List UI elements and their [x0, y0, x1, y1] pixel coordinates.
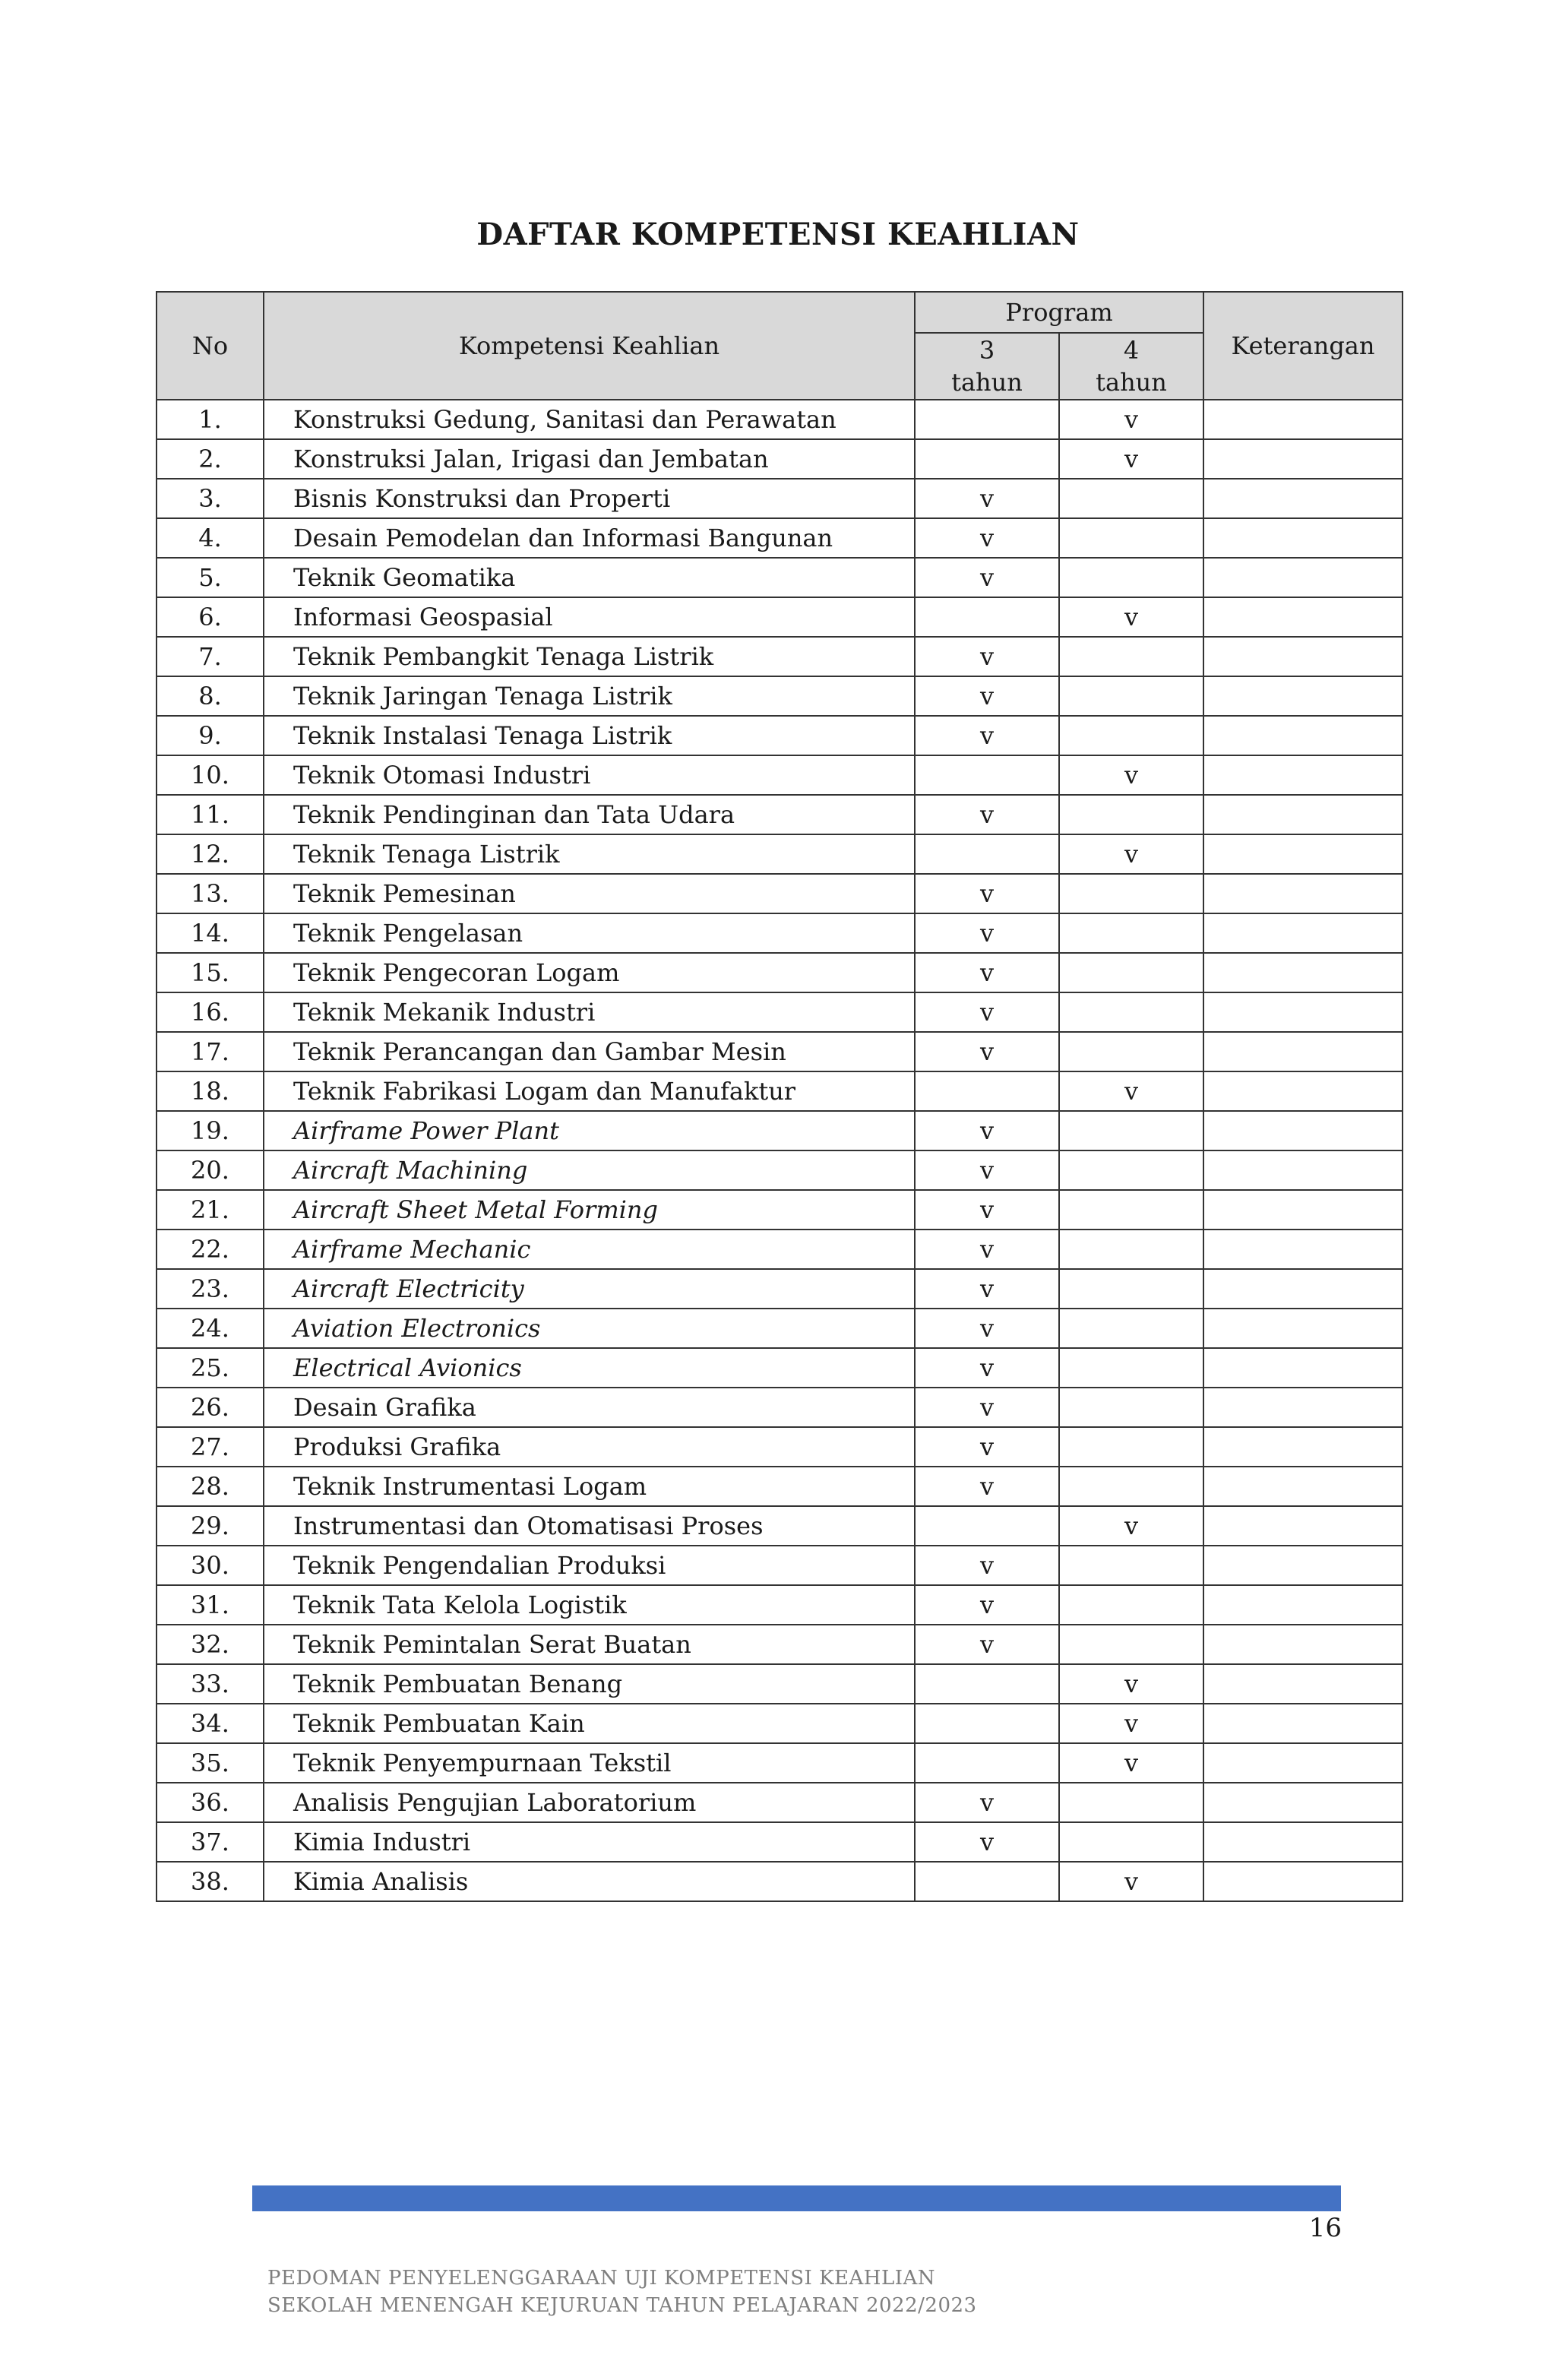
row-competency-name: Kimia Analisis — [264, 1862, 915, 1901]
row-keterangan — [1203, 479, 1403, 518]
row-number: 32. — [157, 1625, 264, 1664]
row-program-4-mark — [1059, 1625, 1203, 1664]
row-program-4-mark — [1059, 558, 1203, 597]
row-keterangan — [1203, 1348, 1403, 1388]
row-program-4-mark — [1059, 1190, 1203, 1230]
row-program-3-mark — [915, 439, 1059, 479]
row-keterangan — [1203, 1467, 1403, 1506]
row-number: 2. — [157, 439, 264, 479]
row-program-4-mark: v — [1059, 1704, 1203, 1743]
row-program-4-mark — [1059, 1546, 1203, 1585]
row-program-4-mark — [1059, 1388, 1203, 1427]
row-number: 29. — [157, 1506, 264, 1546]
row-number: 28. — [157, 1467, 264, 1506]
table-row — [157, 400, 1403, 439]
row-program-4-mark: v — [1059, 834, 1203, 874]
row-competency-name: Desain Grafika — [264, 1388, 915, 1427]
row-number: 3. — [157, 479, 264, 518]
row-program-3-mark: v — [915, 1546, 1059, 1585]
row-number: 30. — [157, 1546, 264, 1585]
row-competency-name: Kimia Industri — [264, 1822, 915, 1862]
table-header — [157, 292, 1403, 400]
table-row — [157, 439, 1403, 479]
row-program-3-mark — [915, 1506, 1059, 1546]
row-number: 27. — [157, 1427, 264, 1467]
row-program-4-mark: v — [1059, 1743, 1203, 1783]
row-keterangan — [1203, 597, 1403, 637]
row-keterangan — [1203, 1783, 1403, 1822]
row-program-4-mark: v — [1059, 1071, 1203, 1111]
header-competency: Kompetensi Keahlian — [264, 292, 915, 400]
table-row — [157, 1862, 1403, 1901]
row-keterangan — [1203, 1664, 1403, 1704]
row-keterangan — [1203, 1743, 1403, 1783]
row-number: 1. — [157, 400, 264, 439]
row-program-3-mark: v — [915, 1348, 1059, 1388]
row-number: 5. — [157, 558, 264, 597]
row-program-3-mark: v — [915, 637, 1059, 676]
row-program-3-mark: v — [915, 992, 1059, 1032]
row-program-3-mark: v — [915, 1230, 1059, 1269]
row-number: 22. — [157, 1230, 264, 1269]
table-row — [157, 834, 1403, 874]
row-competency-name: Produksi Grafika — [264, 1427, 915, 1467]
header-keterangan: Keterangan — [1203, 292, 1403, 400]
table-row — [157, 1150, 1403, 1190]
row-keterangan — [1203, 1190, 1403, 1230]
row-keterangan — [1203, 1269, 1403, 1309]
row-program-4-mark — [1059, 1427, 1203, 1467]
row-program-4-mark — [1059, 1783, 1203, 1822]
row-keterangan — [1203, 953, 1403, 992]
row-keterangan — [1203, 1625, 1403, 1664]
row-competency-name: Teknik Instrumentasi Logam — [264, 1467, 915, 1506]
row-keterangan — [1203, 1862, 1403, 1901]
row-competency-name: Teknik Pengecoran Logam — [264, 953, 915, 992]
row-program-4-mark — [1059, 518, 1203, 558]
row-number: 17. — [157, 1032, 264, 1071]
row-keterangan — [1203, 518, 1403, 558]
table-body — [157, 400, 1403, 1901]
row-program-3-mark — [915, 1071, 1059, 1111]
row-program-3-mark: v — [915, 1585, 1059, 1625]
page-title: DAFTAR KOMPETENSI KEAHLIAN — [476, 217, 1080, 252]
row-keterangan — [1203, 1388, 1403, 1427]
table-row — [157, 676, 1403, 716]
table-row — [157, 755, 1403, 795]
row-number: 26. — [157, 1388, 264, 1427]
table-row — [157, 1625, 1403, 1664]
row-competency-name: Teknik Pengendalian Produksi — [264, 1546, 915, 1585]
row-program-4-mark: v — [1059, 1506, 1203, 1546]
row-program-4-mark — [1059, 1032, 1203, 1071]
row-number: 4. — [157, 518, 264, 558]
row-keterangan — [1203, 1071, 1403, 1111]
row-program-3-mark — [915, 1862, 1059, 1901]
table-row — [157, 1585, 1403, 1625]
table-row — [157, 597, 1403, 637]
table-row — [157, 1032, 1403, 1071]
competency-table — [156, 291, 1403, 1902]
row-number: 7. — [157, 637, 264, 676]
row-competency-name: Airframe Power Plant — [264, 1111, 915, 1150]
row-number: 23. — [157, 1269, 264, 1309]
table-row — [157, 1822, 1403, 1862]
row-program-3-mark — [915, 1704, 1059, 1743]
row-keterangan — [1203, 1230, 1403, 1269]
row-program-4-mark — [1059, 479, 1203, 518]
row-keterangan — [1203, 716, 1403, 755]
row-program-3-mark: v — [915, 795, 1059, 834]
row-program-4-mark: v — [1059, 755, 1203, 795]
row-program-4-mark: v — [1059, 400, 1203, 439]
table-row — [157, 913, 1403, 953]
row-number: 8. — [157, 676, 264, 716]
row-program-3-mark: v — [915, 716, 1059, 755]
row-number: 36. — [157, 1783, 264, 1822]
row-competency-name: Teknik Pemesinan — [264, 874, 915, 913]
row-program-3-mark: v — [915, 1190, 1059, 1230]
row-keterangan — [1203, 795, 1403, 834]
header-program-3-number: 3 — [979, 336, 995, 365]
row-number: 38. — [157, 1862, 264, 1901]
row-program-4-mark — [1059, 874, 1203, 913]
row-program-4-mark — [1059, 1111, 1203, 1150]
table-row — [157, 716, 1403, 755]
table-row — [157, 1269, 1403, 1309]
row-number: 16. — [157, 992, 264, 1032]
row-competency-name: Airframe Mechanic — [264, 1230, 915, 1269]
row-program-3-mark: v — [915, 1309, 1059, 1348]
row-number: 11. — [157, 795, 264, 834]
row-competency-name: Teknik Perancangan dan Gambar Mesin — [264, 1032, 915, 1071]
row-number: 10. — [157, 755, 264, 795]
table-row — [157, 1111, 1403, 1150]
row-program-4-mark — [1059, 637, 1203, 676]
table-row — [157, 795, 1403, 834]
row-competency-name: Teknik Pengelasan — [264, 913, 915, 953]
row-number: 18. — [157, 1071, 264, 1111]
row-number: 13. — [157, 874, 264, 913]
table-row — [157, 1743, 1403, 1783]
row-keterangan — [1203, 439, 1403, 479]
row-keterangan — [1203, 1150, 1403, 1190]
row-program-3-mark: v — [915, 1269, 1059, 1309]
row-program-3-mark: v — [915, 479, 1059, 518]
table-row — [157, 1546, 1403, 1585]
row-number: 15. — [157, 953, 264, 992]
row-competency-name: Aircraft Electricity — [264, 1269, 915, 1309]
row-program-3-mark: v — [915, 1467, 1059, 1506]
table-row — [157, 1230, 1403, 1269]
row-program-4-mark: v — [1059, 1862, 1203, 1901]
row-program-4-mark — [1059, 1150, 1203, 1190]
row-program-4-mark — [1059, 1269, 1203, 1309]
row-program-4-mark — [1059, 1822, 1203, 1862]
row-number: 20. — [157, 1150, 264, 1190]
header-program-4-number: 4 — [1123, 336, 1140, 365]
row-competency-name: Aircraft Sheet Metal Forming — [264, 1190, 915, 1230]
row-keterangan — [1203, 1822, 1403, 1862]
row-competency-name: Teknik Otomasi Industri — [264, 755, 915, 795]
row-competency-name: Bisnis Konstruksi dan Properti — [264, 479, 915, 518]
table-row — [157, 1467, 1403, 1506]
footer-line-1: PEDOMAN PENYELENGGARAAN UJI KOMPETENSI KEAHLIAN — [267, 2267, 936, 2290]
row-program-3-mark: v — [915, 874, 1059, 913]
row-program-3-mark: v — [915, 1388, 1059, 1427]
row-number: 34. — [157, 1704, 264, 1743]
row-number: 25. — [157, 1348, 264, 1388]
table-row — [157, 1783, 1403, 1822]
row-program-3-mark: v — [915, 1822, 1059, 1862]
row-competency-name: Teknik Geomatika — [264, 558, 915, 597]
row-keterangan — [1203, 913, 1403, 953]
row-competency-name: Teknik Jaringan Tenaga Listrik — [264, 676, 915, 716]
row-keterangan — [1203, 1427, 1403, 1467]
row-program-3-mark: v — [915, 558, 1059, 597]
row-competency-name: Teknik Penyempurnaan Tekstil — [264, 1743, 915, 1783]
table-row — [157, 1388, 1403, 1427]
row-keterangan — [1203, 1546, 1403, 1585]
footer-text — [267, 2264, 977, 2319]
row-program-3-mark: v — [915, 518, 1059, 558]
row-program-4-mark — [1059, 795, 1203, 834]
footer-line-2: SEKOLAH MENENGAH KEJURUAN TAHUN PELAJARAN 2022/2023 — [267, 2294, 977, 2317]
table-row — [157, 1506, 1403, 1546]
table-row — [157, 874, 1403, 913]
row-keterangan — [1203, 1309, 1403, 1348]
row-competency-name: Teknik Mekanik Industri — [264, 992, 915, 1032]
header-no: No — [157, 292, 264, 400]
row-program-4-mark — [1059, 716, 1203, 755]
row-number: 6. — [157, 597, 264, 637]
row-competency-name: Aviation Electronics — [264, 1309, 915, 1348]
row-competency-name: Informasi Geospasial — [264, 597, 915, 637]
row-program-3-mark — [915, 1664, 1059, 1704]
row-keterangan — [1203, 1111, 1403, 1150]
row-program-3-mark — [915, 597, 1059, 637]
row-competency-name: Teknik Tata Kelola Logistik — [264, 1585, 915, 1625]
row-program-4-mark — [1059, 992, 1203, 1032]
row-program-4-mark — [1059, 913, 1203, 953]
row-program-4-mark — [1059, 953, 1203, 992]
row-keterangan — [1203, 1032, 1403, 1071]
row-competency-name: Instrumentasi dan Otomatisasi Proses — [264, 1506, 915, 1546]
row-program-3-mark — [915, 755, 1059, 795]
table-row — [157, 479, 1403, 518]
row-keterangan — [1203, 558, 1403, 597]
footer-accent-bar — [252, 2185, 1341, 2211]
table-row — [157, 637, 1403, 676]
row-number: 19. — [157, 1111, 264, 1150]
row-program-3-mark: v — [915, 1111, 1059, 1150]
page-number: 16 — [1308, 2213, 1342, 2243]
row-competency-name: Teknik Fabrikasi Logam dan Manufaktur — [264, 1071, 915, 1111]
table-row — [157, 1348, 1403, 1388]
header-program-3-unit: tahun — [951, 368, 1023, 397]
row-program-3-mark: v — [915, 676, 1059, 716]
row-keterangan — [1203, 834, 1403, 874]
row-program-3-mark — [915, 400, 1059, 439]
header-program: Program — [915, 292, 1203, 333]
row-program-3-mark: v — [915, 1150, 1059, 1190]
row-competency-name: Teknik Pemintalan Serat Buatan — [264, 1625, 915, 1664]
row-number: 37. — [157, 1822, 264, 1862]
row-number: 9. — [157, 716, 264, 755]
table-row — [157, 1071, 1403, 1111]
row-keterangan — [1203, 1704, 1403, 1743]
row-competency-name: Teknik Pembangkit Tenaga Listrik — [264, 637, 915, 676]
table-row — [157, 558, 1403, 597]
row-competency-name: Teknik Pembuatan Benang — [264, 1664, 915, 1704]
row-competency-name: Aircraft Machining — [264, 1150, 915, 1190]
row-program-3-mark: v — [915, 953, 1059, 992]
row-competency-name: Analisis Pengujian Laboratorium — [264, 1783, 915, 1822]
row-keterangan — [1203, 1506, 1403, 1546]
row-program-3-mark — [915, 1743, 1059, 1783]
row-program-3-mark — [915, 834, 1059, 874]
row-keterangan — [1203, 755, 1403, 795]
table-row — [157, 518, 1403, 558]
table-row — [157, 1309, 1403, 1348]
row-program-4-mark: v — [1059, 597, 1203, 637]
row-number: 33. — [157, 1664, 264, 1704]
row-keterangan — [1203, 637, 1403, 676]
row-program-4-mark — [1059, 676, 1203, 716]
row-competency-name: Teknik Instalasi Tenaga Listrik — [264, 716, 915, 755]
table-row — [157, 992, 1403, 1032]
row-program-3-mark: v — [915, 913, 1059, 953]
row-keterangan — [1203, 1585, 1403, 1625]
row-number: 12. — [157, 834, 264, 874]
table-row — [157, 1427, 1403, 1467]
row-program-4-mark — [1059, 1467, 1203, 1506]
row-program-3-mark: v — [915, 1032, 1059, 1071]
table-row — [157, 953, 1403, 992]
row-keterangan — [1203, 992, 1403, 1032]
row-number: 35. — [157, 1743, 264, 1783]
row-competency-name: Teknik Pembuatan Kain — [264, 1704, 915, 1743]
row-program-3-mark: v — [915, 1625, 1059, 1664]
row-program-4-mark — [1059, 1230, 1203, 1269]
header-program-3-years — [915, 333, 1059, 400]
row-competency-name: Electrical Avionics — [264, 1348, 915, 1388]
row-number: 21. — [157, 1190, 264, 1230]
row-keterangan — [1203, 400, 1403, 439]
row-program-4-mark — [1059, 1348, 1203, 1388]
row-number: 24. — [157, 1309, 264, 1348]
row-competency-name: Konstruksi Gedung, Sanitasi dan Perawatan — [264, 400, 915, 439]
row-competency-name: Teknik Tenaga Listrik — [264, 834, 915, 874]
row-keterangan — [1203, 874, 1403, 913]
header-program-4-unit: tahun — [1096, 368, 1167, 397]
row-number: 14. — [157, 913, 264, 953]
row-competency-name: Konstruksi Jalan, Irigasi dan Jembatan — [264, 439, 915, 479]
row-program-3-mark: v — [915, 1783, 1059, 1822]
row-number: 31. — [157, 1585, 264, 1625]
row-program-3-mark: v — [915, 1427, 1059, 1467]
row-keterangan — [1203, 676, 1403, 716]
row-competency-name: Teknik Pendinginan dan Tata Udara — [264, 795, 915, 834]
header-program-4-years — [1059, 333, 1203, 400]
table-row — [157, 1704, 1403, 1743]
table-row — [157, 1190, 1403, 1230]
row-program-4-mark — [1059, 1585, 1203, 1625]
row-program-4-mark: v — [1059, 439, 1203, 479]
row-competency-name: Desain Pemodelan dan Informasi Bangunan — [264, 518, 915, 558]
row-program-4-mark: v — [1059, 1664, 1203, 1704]
row-program-4-mark — [1059, 1309, 1203, 1348]
table-row — [157, 1664, 1403, 1704]
